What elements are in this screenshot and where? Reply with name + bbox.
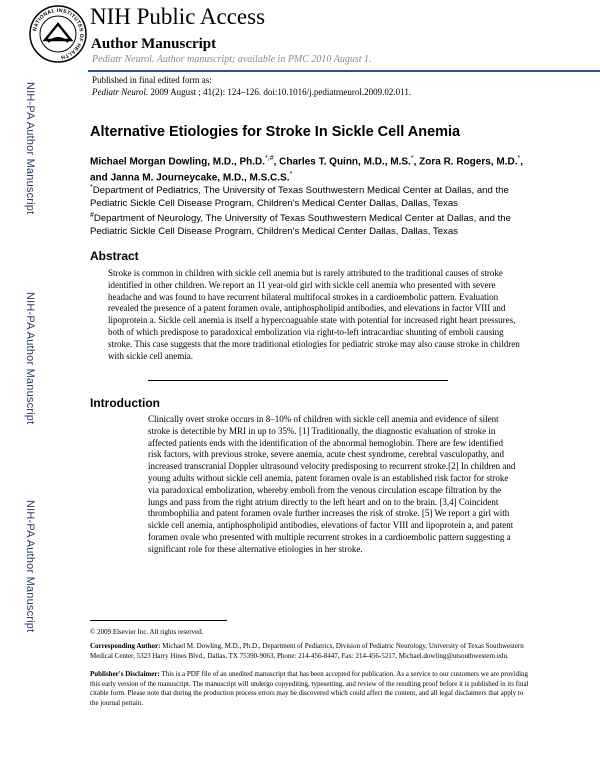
header-title: NIH Public Access (90, 4, 266, 29)
affiliation-text: Department of Pediatrics, The University of Texas Southwestern Medical Center at Dallas, and the Pediatric Sickle Cell Disease Program, Children's Medical Center Dallas, Dallas, Texas (90, 185, 509, 209)
introduction-text: Clinically overt stroke occurs in 8–10% of children with sickle cell anemia and evidence of silent stroke is detectible by MRI in up to 35%. [1] Traditionally, the diagnostic evaluation of stroke in affected patients ends with the identification of the abnormal hemoglobin. There are few identified risk factors, with previous stroke, severe anemia, acute chest syndrome, cerebral vasculopathy, and increased transcranial Doppler ultrasound velocity predisposing to recurrent stroke.[2] In children and young adults without sickle cell anemia, patent foramen ovale is an established risk factor for stroke via paradoxical embolization, whereby emboli from the venous circulation escape filtration by the lungs and pass from the right atrium directly to the left heart and on to the brain. [3,4] Coincident thrombophilia and patent foramen ovale further increases the risk of stroke. [5] We report a girl with sickle cell anemia, antiphospholipid antibodies, elevations of factor VIII and lipoprotein a, and patent foramen ovale who presented with multiple recurrent strokes in a cardioembolic pattern suggesting a significant role for these alternative etiologies in her stroke. (148, 414, 516, 554)
author-mark: * (517, 155, 521, 162)
abstract-heading: Abstract (90, 249, 139, 263)
abstract-divider (148, 380, 448, 381)
publisher-disclaimer (90, 670, 530, 708)
introduction-heading: Introduction (90, 396, 160, 410)
author-separator: , (413, 156, 420, 168)
sidebar-label-top: NIH-PA Author Manuscript (24, 82, 36, 215)
author-name: Zora R. Rogers, M.D. (419, 156, 518, 168)
header-availability-note: Pediatr Neurol. Author manuscript; available in PMC 2010 August 1. (92, 54, 372, 65)
author-list (90, 152, 530, 185)
author-mark: * (410, 155, 414, 162)
author-separator: , (273, 156, 280, 168)
affiliation (90, 210, 530, 238)
published-label: Published in final edited form as: (92, 75, 212, 85)
logo-ring-text: NATIONAL INSTITUTES OF HEALTH (32, 7, 85, 60)
copyright-notice: © 2009 Elsevier Inc. All rights reserved. (90, 628, 204, 636)
affiliation-text: Department of Neurology, The University of Texas Southwestern Medical Center at Dallas, and the Pediatric Sickle Cell Disease Program, Children's Medical Center Dallas, Dallas, Texas (90, 213, 511, 237)
nih-logo (28, 4, 88, 64)
affiliation-mark: * (90, 184, 93, 191)
sidebar-label-bottom: NIH-PA Author Manuscript (24, 500, 36, 633)
corresponding-author (90, 642, 530, 661)
author-separator: , and (90, 156, 523, 184)
sidebar-label-middle: NIH-PA Author Manuscript (24, 292, 36, 425)
author-name: Janna M. Journeycake, M.D., M.S.C.S. (110, 172, 290, 184)
publication-citation (92, 87, 411, 98)
corresponding-details: Michael M. Dowling, M.D., Ph.D., Department of Pediatrics, Division of Pediatric Neurology, University of Texas Southwestern Medical Center, 5323 Harry Hines Blvd., Dallas, TX 75390-9063, Phone: 214-456-8447, Fax: 214-456-5217, Michael.dowling@utsouthwestern.edu. (90, 642, 524, 660)
author-name: Michael Morgan Dowling, M.D., Ph.D. (90, 156, 266, 168)
author-mark: *,# (265, 155, 274, 162)
footnote-divider (90, 620, 227, 621)
disclaimer-text: This is a PDF file of an unedited manuscript that has been accepted for publication. As a service to our customers we are providing this early version of the manuscript. The manuscript will undergo copyediting, typesetting, and review of the resulting proof before it is published in its final citable form. Please note that during the production process errors may be discovered which could affect the content, and all legal disclaimers that apply to the journal pertain. (90, 670, 529, 707)
affiliation (90, 182, 530, 210)
author-name: Charles T. Quinn, M.D., M.S. (279, 156, 411, 168)
affiliation-mark: # (90, 212, 94, 219)
header-subtitle: Author Manuscript (91, 36, 217, 52)
citation-details: . 2009 August ; 41(2): 124–126. doi:10.1016/j.pediatrneurol.2009.02.011. (145, 87, 412, 97)
article-title: Alternative Etiologies for Stroke In Sickle Cell Anemia (90, 124, 461, 140)
header-divider (88, 70, 600, 72)
journal-name: Pediatr Neurol (92, 87, 146, 97)
disclaimer-label: Publisher's Disclaimer: (90, 670, 160, 678)
author-mark: * (289, 171, 293, 179)
corresponding-label: Corresponding Author: (90, 642, 161, 650)
abstract-text: Stroke is common in children with sickle cell anemia but is rarely attributed to the traditional causes of stroke identified in other children. We report an 11 year-old girl with sickle cell anemia who presented with severe headache and was found to have recurrent bilateral multifocal strokes in a cardioembolic pattern. Evaluation revealed the presence of a patent foramen ovale, antiphospholipid antibodies, and elevations in factor VIII and lipoprotein a. Sickle cell anemia is itself a hypercoaguable state with potential for increased right heart pressures, both of which predispose to paradoxical embolization via right-to-left intracardiac shunting of emboli causing stroke. This case suggests that the more traditional etiologies for pediatric stroke may also cause stroke in children with sickle cell anemia. (108, 268, 520, 361)
